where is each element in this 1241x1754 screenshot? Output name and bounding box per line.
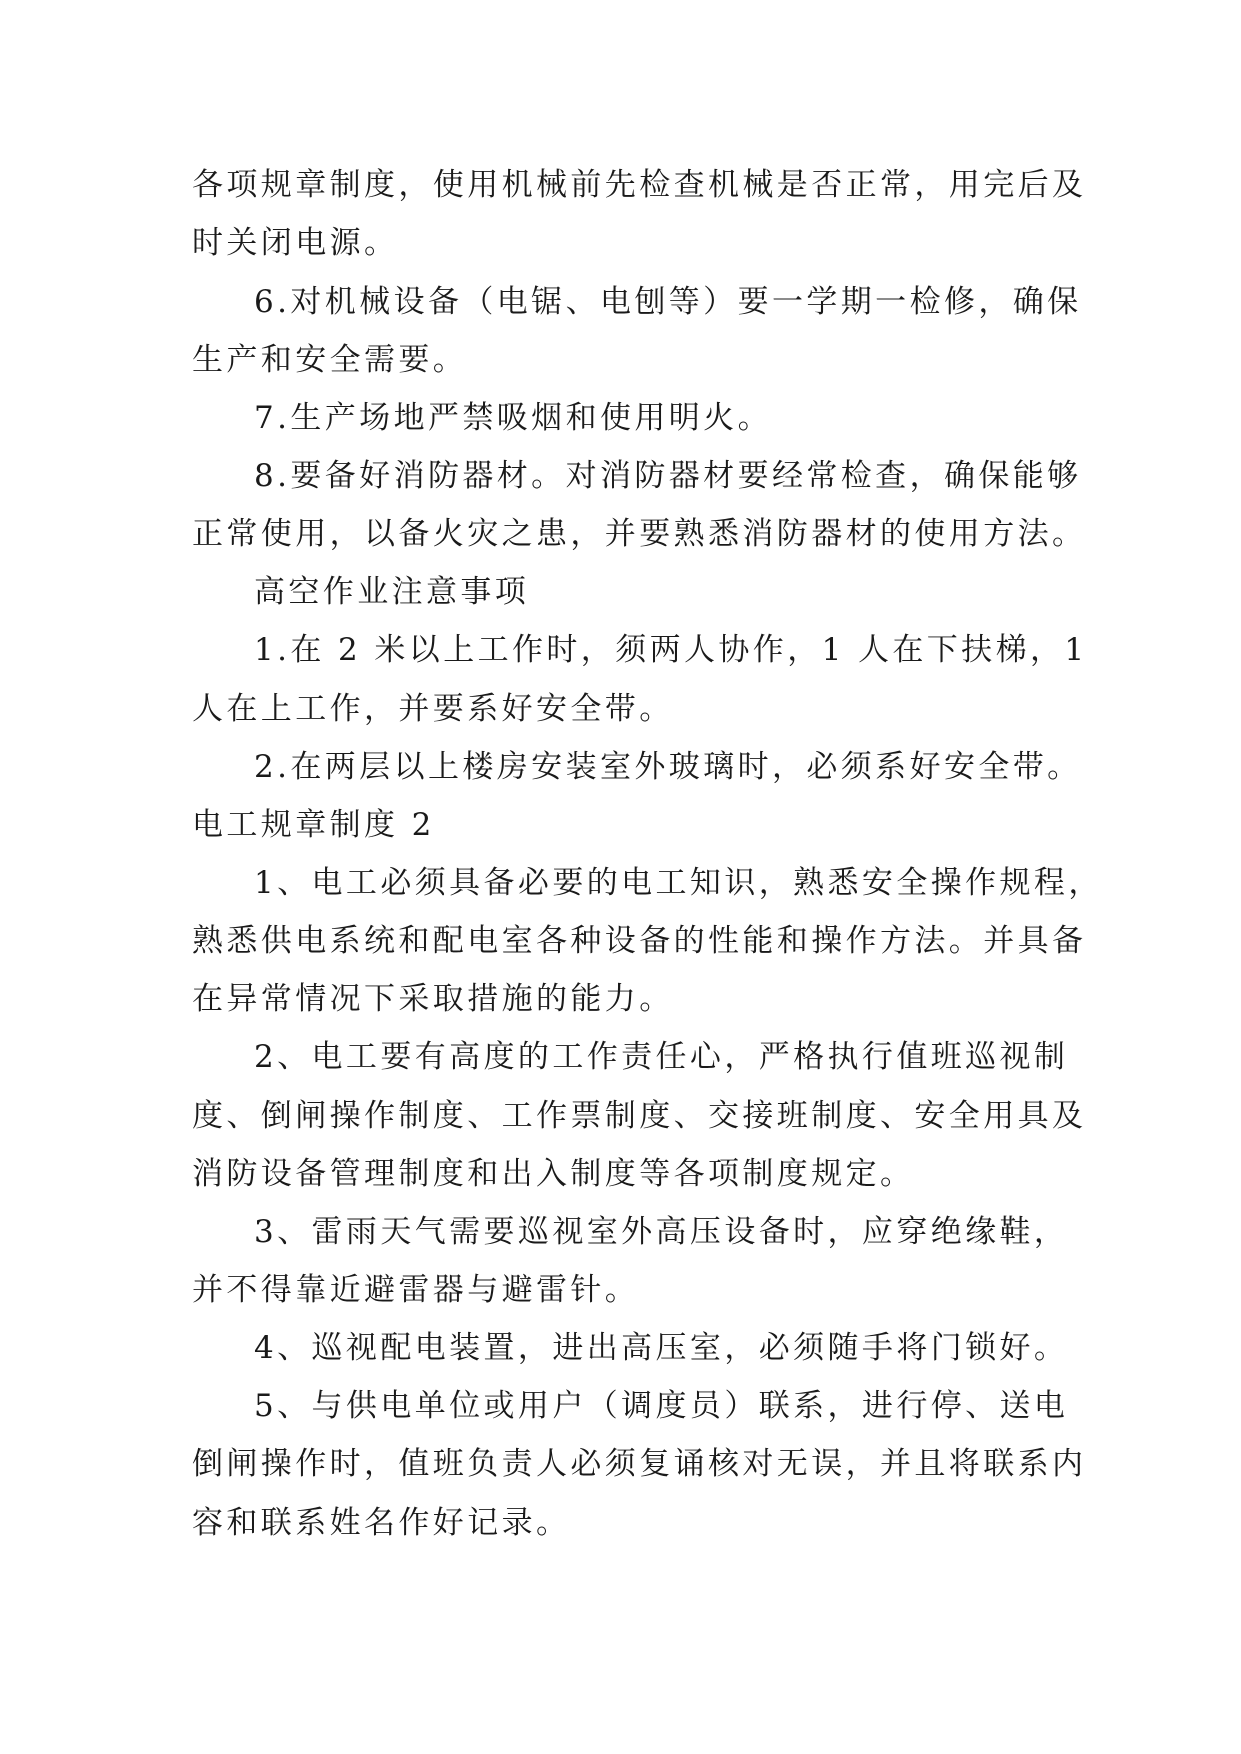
text-line: 熟悉供电系统和配电室各种设备的性能和操作方法。并具备 bbox=[192, 923, 1087, 959]
text-line: 5、与供电单位或用户（调度员）联系，进行停、送电 bbox=[254, 1388, 1069, 1424]
text-line: 人在上工作，并要系好安全带。 bbox=[192, 691, 674, 727]
text-line: 正常使用，以备火灾之患，并要熟悉消防器材的使用方法。 bbox=[192, 516, 1087, 552]
section-heading: 高空作业注意事项 bbox=[254, 574, 530, 610]
text-line: 7.生产场地严禁吸烟和使用明火。 bbox=[254, 400, 772, 436]
text-line: 容和联系姓名作好记录。 bbox=[192, 1505, 571, 1541]
text-line: 倒闸操作时，值班负责人必须复诵核对无误，并且将联系内 bbox=[192, 1446, 1087, 1482]
text-line: 2.在两层以上楼房安装室外玻璃时，必须系好安全带。 bbox=[254, 749, 1082, 785]
text-line: 度、倒闸操作制度、工作票制度、交接班制度、安全用具及 bbox=[192, 1098, 1087, 1134]
section-heading: 电工规章制度 2 bbox=[192, 807, 435, 843]
text-line: 并不得靠近避雷器与避雷针。 bbox=[192, 1272, 640, 1308]
text-line: 各项规章制度，使用机械前先检查机械是否正常，用完后及 bbox=[192, 167, 1087, 203]
text-line: 2、电工要有高度的工作责任心，严格执行值班巡视制 bbox=[254, 1039, 1069, 1075]
text-line: 时关闭电源。 bbox=[192, 225, 399, 261]
text-line: 4、巡视配电装置，进出高压室，必须随手将门锁好。 bbox=[254, 1330, 1069, 1366]
text-line: 生产和安全需要。 bbox=[192, 342, 468, 378]
text-line: 1、电工必须具备必要的电工知识，熟悉安全操作规程， bbox=[254, 865, 1103, 901]
text-line: 消防设备管理制度和出入制度等各项制度规定。 bbox=[192, 1156, 915, 1192]
text-line: 1.在 2 米以上工作时，须两人协作，1 人在下扶梯，1 bbox=[254, 632, 1088, 668]
text-line: 3、雷雨天气需要巡视室外高压设备时，应穿绝缘鞋， bbox=[254, 1214, 1069, 1250]
text-line: 在异常情况下采取措施的能力。 bbox=[192, 981, 674, 1017]
text-line: 8.要备好消防器材。对消防器材要经常检查，确保能够 bbox=[254, 458, 1082, 494]
text-line: 6.对机械设备（电锯、电刨等）要一学期一检修，确保 bbox=[254, 284, 1082, 320]
